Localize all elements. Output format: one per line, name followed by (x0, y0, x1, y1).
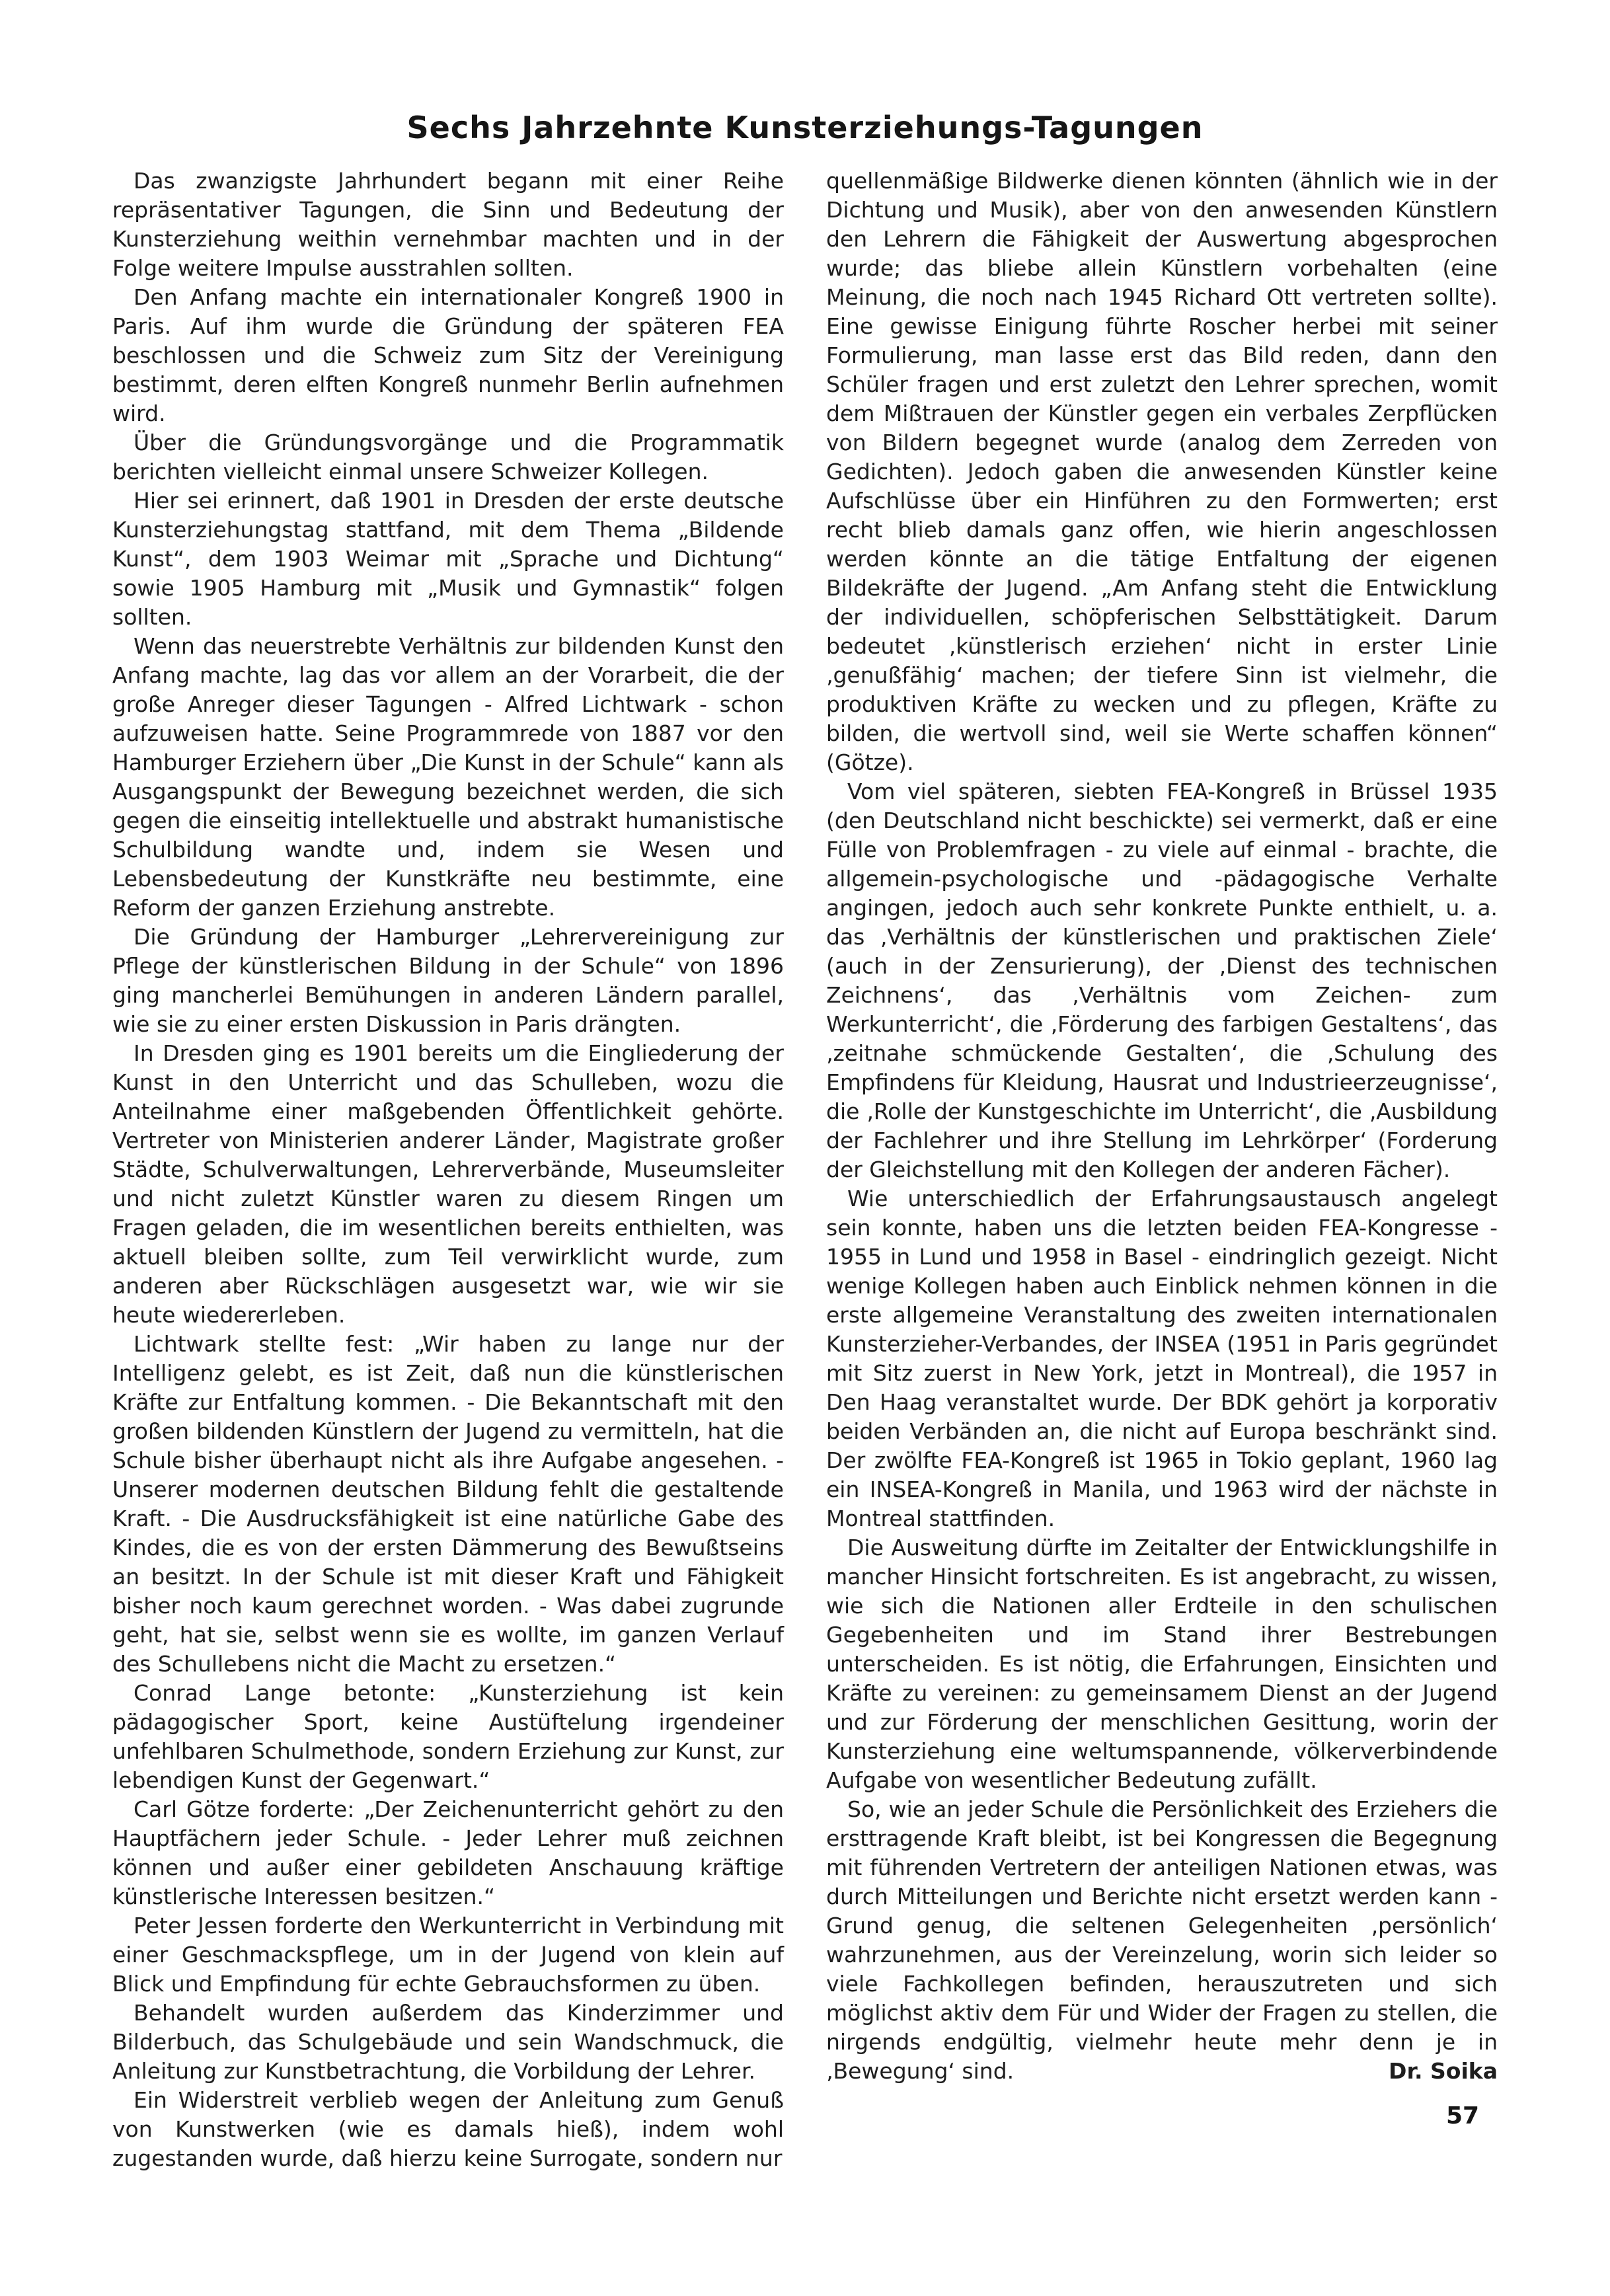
paragraph-continuation: quellenmäßige Bildwerke dienen könnten (ähnlich wie in der Dichtung und Musik), aber von den anwesenden Künstlern den Lehrern die Fähigkeit der Auswertung abgesprochen wurde; das bliebe allein Künstlern vorbehalten (eine Meinung, die noch nach 1945 Richard Ott vertreten sollte). Eine gewisse Einigung führte Roscher herbei mit seiner Formulierung, man lasse erst das Bild reden, dann den Schüler fragen und erst zuletzt den Lehrer sprechen, womit dem Mißtrauen der Künstler gegen ein verbales Zerpflücken von Bildern begegnet wurde (analog dem Zerreden von Gedichten). Jedoch gaben die anwesenden Künstler keine Aufschlüsse über ein Hinführen zu den Formwerten; erst recht blieb damals ganz offen, wie hierin angeschlossen werden könnte an die tätige Entfaltung der eigenen Bildekräfte der Jugend. „Am Anfang steht die Entwicklung der individuellen, schöpferischen Selbsttätigkeit. Darum bedeutet ‚künstlerisch erziehen‘ nicht in erster Linie ‚genußfähig‘ machen; der tiefere Sinn ist vielmehr, die produktiven Kräfte zu wecken und zu pflegen, Kräfte zu bilden, die wertvoll sind, weil sie Werte schaffen können“ (Götze). (826, 168, 1498, 775)
article-title: Sechs Jahrzehnte Kunsterziehungs-Tagungen (406, 110, 1204, 145)
page-number: 57 (1446, 2102, 1480, 2129)
paragraph: Die Gründung der Hamburger „Lehrervereinigung zur Pflege der künstlerischen Bildung in der Schule“ von 1896 ging mancherlei Bemühungen in anderen Ländern parallel, wie sie zu einer ersten Diskussion in Paris drängten. (112, 924, 784, 1037)
right-column (826, 167, 1498, 2090)
paragraph: Lichtwark stellte fest: „Wir haben zu lange nur der Intelligenz gelebt, es ist Zeit, daß nun die künstlerischen Kräfte zur Entfaltung kommen. - Die Bekanntschaft mit den großen bildenden Künstlern der Jugend zu vermitteln, hat die Schule bisher überhaupt nicht als ihre Aufgabe angesehen. - Unserer modernen deutschen Bildung fehlt die gestaltende Kraft. - Die Ausdrucksfähigkeit ist eine natürliche Gabe des Kindes, die es von der ersten Dämmerung des Bewußtseins an besitzt. In der Schule ist mit dieser Kraft und Fähigkeit bisher noch kaum gerechnet worden. - Was dabei zugrunde geht, hat sie, selbst wenn sie es wollte, im ganzen Verlauf des Schullebens nicht die Macht zu ersetzen.“ (112, 1331, 784, 1677)
paragraph: Vom viel späteren, siebten FEA-Kongreß in Brüssel 1935 (den Deutschland nicht beschickte) sei vermerkt, daß er eine Fülle von Problemfragen - zu viele auf einmal - brachte, die allgemein-psychologische und -pädagogische Verhalte angingen, jedoch auch sehr konkrete Punkte enthielt, u. a. das ‚Verhältnis der künstlerischen und praktischen Ziele‘ (auch in der Zensurierung), der ‚Dienst des technischen Zeichnens‘, das ‚Verhältnis vom Zeichen- zum Werkunterricht‘, die ‚Förderung des farbigen Gestaltens‘, das ‚zeitnahe schmückende Gestalten‘, die ‚Schulung des Empfindens für Kleidung, Hausrat und Industrieerzeugnisse‘, die ‚Rolle der Kunstgeschichte im Unterricht‘, die ‚Ausbildung der Fachlehrer und ihre Stellung im Lehrkörper‘ (Forderung der Gleichstellung mit den Kollegen der anderen Fächer). (826, 779, 1498, 1182)
final-paragraph (826, 1795, 1498, 2086)
paragraph: Carl Götze forderte: „Der Zeichenunterricht gehört zu den Hauptfächern jeder Schule. - Jeder Lehrer muß zeichnen können und außer einer gebildeten Anschauung kräftige künstlerische Interessen besitzen.“ (112, 1796, 784, 1909)
author-signature: Dr. Soika (1389, 2058, 1498, 2084)
paragraph: Ein Widerstreit verblieb wegen der Anleitung zum Genuß von Kunstwerken (wie es damals hieß), indem wohl zugestanden wurde, daß hierzu keine Surrogate, sondern nur (112, 2087, 784, 2171)
paragraph: Hier sei erinnert, daß 1901 in Dresden der erste deutsche Kunsterziehungstag stattfand, mit dem Thema „Bildende Kunst“, dem 1903 Weimar mit „Sprache und Dichtung“ sowie 1905 Hamburg mit „Musik und Gymnastik“ folgen sollten. (112, 488, 784, 630)
paragraph: In Dresden ging es 1901 bereits um die Eingliederung der Kunst in den Unterricht und das Schulleben, wozu die Anteilnahme einer maßgebenden Öffentlichkeit gehörte. Vertreter von Ministerien anderer Länder, Magistrate großer Städte, Schulverwaltungen, Lehrerverbände, Museumsleiter und nicht zuletzt Künstler waren zu diesem Ringen um Fragen geladen, die im wesentlichen bereits enthielten, was aktuell bleiben sollte, zum Teil verwirklicht wurde, zum anderen aber Rückschlägen ausgesetzt war, wie wir sie heute wiedererleben. (112, 1040, 784, 1328)
paragraph-text: So, wie an jeder Schule die Persönlichkeit des Erziehers die ersttragende Kraft bleibt, ist bei Kongressen die Begegnung mit führenden Vertretern der anteiligen Nationen etwas, was durch Mitteilungen und Berichte nicht ersetzt werden kann - Grund genug, die seltenen Gelegenheiten ‚persönlich‘ wahrzunehmen, aus der Vereinzelung, worin sich leider so viele Fachkollegen befinden, herauszutreten und sich möglichst aktiv dem Für und Wider der Fragen zu stellen, die nirgends endgültig, vielmehr heute mehr denn je in ‚Bewegung‘ sind. (826, 1796, 1498, 2084)
paragraph: Den Anfang machte ein internationaler Kongreß 1900 in Paris. Auf ihm wurde die Gründung der späteren FEA beschlossen und die Schweiz zum Sitz der Vereinigung bestimmt, deren elften Kongreß nunmehr Berlin aufnehmen wird. (112, 284, 784, 426)
paragraph: Peter Jessen forderte den Werkunterricht in Verbindung mit einer Geschmackspflege, um in der Jugend von klein auf Blick und Empfindung für echte Gebrauchsformen zu üben. (112, 1913, 784, 1997)
left-column (112, 167, 784, 2171)
paragraph: Wenn das neuerstrebte Verhältnis zur bildenden Kunst den Anfang machte, lag das vor allem an der Vorarbeit, die der große Anreger dieser Tagungen - Alfred Lichtwark - schon aufzuweisen hatte. Seine Programmrede von 1887 vor den Hamburger Erziehern über „Die Kunst in der Schule“ kann als Ausgangspunkt der Bewegung bezeichnet werden, die sich gegen die einseitig intellektuelle und abstrakt humanistische Schulbildung wandte und, indem sie Wesen und Lebensbedeutung der Kunstkräfte neu bestimmte, eine Reform der ganzen Erziehung anstrebte. (112, 633, 784, 921)
paragraph: Das zwanzigste Jahrhundert begann mit einer Reihe repräsentativer Tagungen, die Sinn und Bedeutung der Kunsterziehung weithin vernehmbar machten und in der Folge weitere Impulse ausstrahlen sollten. (112, 168, 784, 281)
paragraph: Über die Gründungsvorgänge und die Programmatik berichten vielleicht einmal unsere Schweizer Kollegen. (112, 430, 784, 484)
paragraph: Die Ausweitung dürfte im Zeitalter der Entwicklungshilfe in mancher Hinsicht fortschreiten. Es ist angebracht, zu wissen, wie sich die Nationen aller Erdteile in den schulischen Gegebenheiten und im Stand ihrer Bestrebungen unterscheiden. Es ist nötig, die Erfahrungen, Einsichten und Kräfte zu vereinen: zu gemeinsamem Dienst an der Jugend und zur Förderung der menschlichen Gesittung, worin der Kunsterziehung eine weltumspannende, völkerverbindende Aufgabe von wesentlicher Bedeutung zufällt. (826, 1535, 1498, 1793)
paragraph: Wie unterschiedlich der Erfahrungsaustausch angelegt sein konnte, haben uns die letzten beiden FEA-Kongresse - 1955 in Lund und 1958 in Basel - eindringlich gezeigt. Nicht wenige Kollegen haben auch Einblick nehmen können in die erste allgemeine Veranstaltung des zweiten internationalen Kunsterzieher-Verbandes, der INSEA (1951 in Paris gegründet mit Sitz zuerst in New York, jetzt in Montreal), die 1957 in Den Haag veranstaltet wurde. Der BDK gehört ja korporativ beiden Verbänden an, die nicht auf Europa beschränkt sind. Der zwölfte FEA-Kongreß ist 1965 in Tokio geplant, 1960 lag ein INSEA-Kongreß in Manila, und 1963 wird der nächste in Montreal stattfinden. (826, 1186, 1498, 1531)
paragraph: Conrad Lange betonte: „Kunsterziehung ist kein pädagogischer Sport, keine Austüftelung irgendeiner unfehlbaren Schulmethode, sondern Erziehung zur Kunst, zur lebendigen Kunst der Gegenwart.“ (112, 1680, 784, 1793)
paragraph: Behandelt wurden außerdem das Kinderzimmer und Bilderbuch, das Schulgebäude und sein Wandschmuck, die Anleitung zur Kunstbetrachtung, die Vorbildung der Lehrer. (112, 2000, 784, 2084)
